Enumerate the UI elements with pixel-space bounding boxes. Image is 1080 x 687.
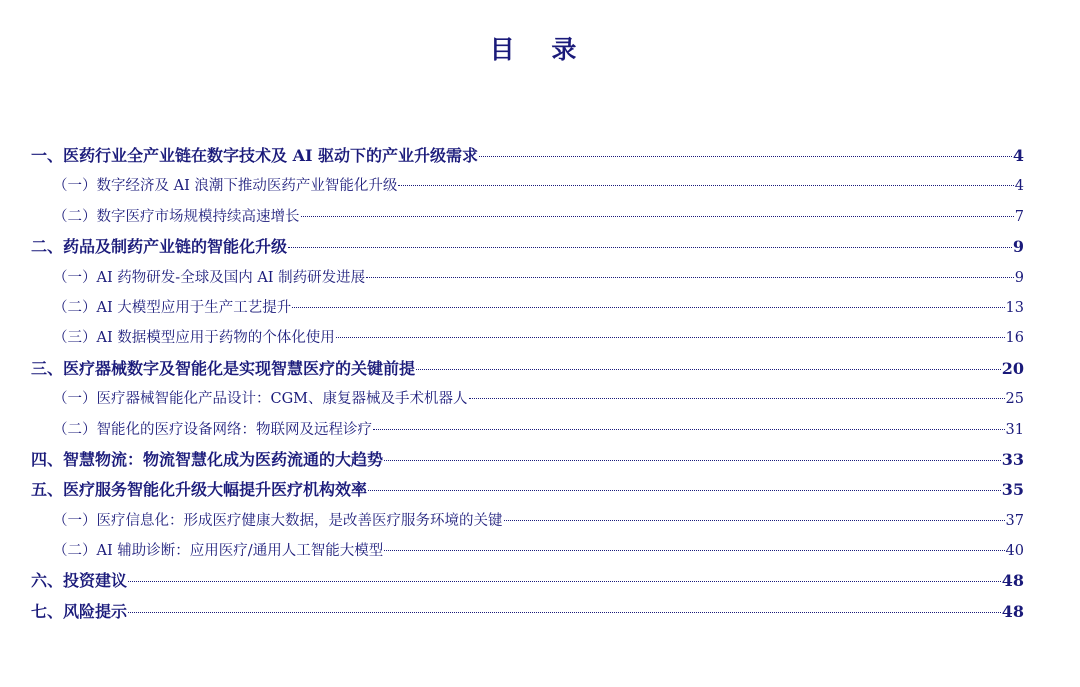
toc-dot-leader <box>292 307 1004 308</box>
toc-page-number[interactable]: 48 <box>1001 571 1024 591</box>
toc-page-number[interactable]: 4 <box>1012 146 1024 165</box>
toc-section-entry[interactable] <box>31 141 1024 171</box>
toc-page-number[interactable]: 31 <box>1005 421 1024 438</box>
toc-dot-leader <box>373 429 1005 430</box>
toc-section-entry[interactable] <box>31 232 1024 262</box>
toc-dot-leader <box>469 398 1005 399</box>
toc-page-number[interactable]: 7 <box>1014 208 1024 225</box>
toc-subsection-entry[interactable] <box>31 171 1024 201</box>
toc-page-number[interactable]: 9 <box>1012 237 1024 257</box>
toc-page-number[interactable]: 33 <box>1001 449 1024 469</box>
toc-entry-title[interactable]: 六、投资建议 <box>31 571 128 591</box>
toc-dot-leader <box>301 216 1014 217</box>
toc-entry-title[interactable]: 四、智慧物流：物流智慧化成为医药流通的大趋势 <box>31 449 384 469</box>
toc-section-entry[interactable] <box>31 445 1024 475</box>
toc-dot-leader <box>128 612 1001 613</box>
toc-entry-title[interactable]: 三、医疗器械数字及智能化是实现智慧医疗的关键前提 <box>31 358 416 378</box>
toc-entry-title[interactable]: （一）医疗信息化：形成医疗健康大数据，是改善医疗服务环境的关键 <box>53 512 503 529</box>
toc-subsection-entry[interactable] <box>31 323 1024 353</box>
toc-dot-leader <box>384 550 1004 551</box>
toc-subsection-entry[interactable] <box>31 536 1024 566</box>
toc-entry-title[interactable]: 二、药品及制药产业链的智能化升级 <box>31 237 288 257</box>
toc-entry-title[interactable]: 五、医疗服务智能化升级大幅提升医疗机构效率 <box>31 480 368 500</box>
toc-page-number[interactable]: 9 <box>1014 269 1024 286</box>
toc-dot-leader <box>128 581 1001 582</box>
toc-entry-title[interactable]: （二）智能化的医疗设备网络：物联网及远程诊疗 <box>53 421 372 438</box>
toc-dot-leader <box>504 520 1005 521</box>
toc-entry-title[interactable]: （二）数字医疗市场规模持续高速增长 <box>53 208 300 225</box>
toc-page-number[interactable]: 25 <box>1005 391 1024 408</box>
toc-subsection-entry[interactable] <box>31 506 1024 536</box>
toc-entry-title[interactable]: （二）AI 辅助诊断：应用医疗/通用人工智能大模型 <box>53 543 384 560</box>
toc-page-number[interactable]: 16 <box>1005 330 1024 347</box>
toc-entry-title[interactable]: （二）AI 大模型应用于生产工艺提升 <box>53 299 292 316</box>
toc-subsection-entry[interactable] <box>31 384 1024 414</box>
toc-dot-leader <box>416 369 1001 370</box>
toc-subsection-entry[interactable] <box>31 202 1024 232</box>
toc-entry-title[interactable]: （三）AI 数据模型应用于药物的个体化使用 <box>53 330 335 347</box>
toc-page-number[interactable]: 35 <box>1001 480 1024 500</box>
toc-section-entry[interactable] <box>31 597 1024 627</box>
toc-page-number[interactable]: 20 <box>1001 358 1024 378</box>
toc-subsection-entry[interactable] <box>31 293 1024 323</box>
toc-section-entry[interactable] <box>31 354 1024 384</box>
toc-page-number[interactable]: 48 <box>1001 601 1024 621</box>
toc-dot-leader <box>288 247 1012 248</box>
toc-dot-leader <box>368 490 1001 491</box>
toc-dot-leader <box>366 277 1014 278</box>
toc-section-entry[interactable] <box>31 566 1024 596</box>
toc-dot-leader <box>479 156 1012 157</box>
toc-entry-title[interactable]: 七、风险提示 <box>31 601 128 621</box>
toc-page-number[interactable]: 40 <box>1005 543 1024 560</box>
toc-section-entry[interactable] <box>31 475 1024 505</box>
toc-entry-title[interactable]: （一）医疗器械智能化产品设计：CGM、康复器械及手术机器人 <box>53 391 468 408</box>
toc-page-number[interactable]: 4 <box>1014 178 1024 195</box>
toc-dot-leader <box>336 337 1005 338</box>
toc-dot-leader <box>398 185 1013 186</box>
toc-page-number[interactable]: 37 <box>1005 512 1024 529</box>
toc-page-number[interactable]: 13 <box>1005 299 1024 316</box>
page-title: 目 录 <box>489 35 591 64</box>
toc-subsection-entry[interactable] <box>31 415 1024 445</box>
toc-dot-leader <box>384 460 1001 461</box>
toc-entry-title[interactable]: （一）AI 药物研发-全球及国内 AI 制药研发进展 <box>53 269 366 286</box>
toc-subsection-entry[interactable] <box>31 263 1024 293</box>
table-of-contents <box>31 141 1024 627</box>
toc-entry-title[interactable]: 一、医药行业全产业链在数字技术及 AI 驱动下的产业升级需求 <box>31 146 479 165</box>
toc-entry-title[interactable]: （一）数字经济及 AI 浪潮下推动医药产业智能化升级 <box>53 178 398 195</box>
